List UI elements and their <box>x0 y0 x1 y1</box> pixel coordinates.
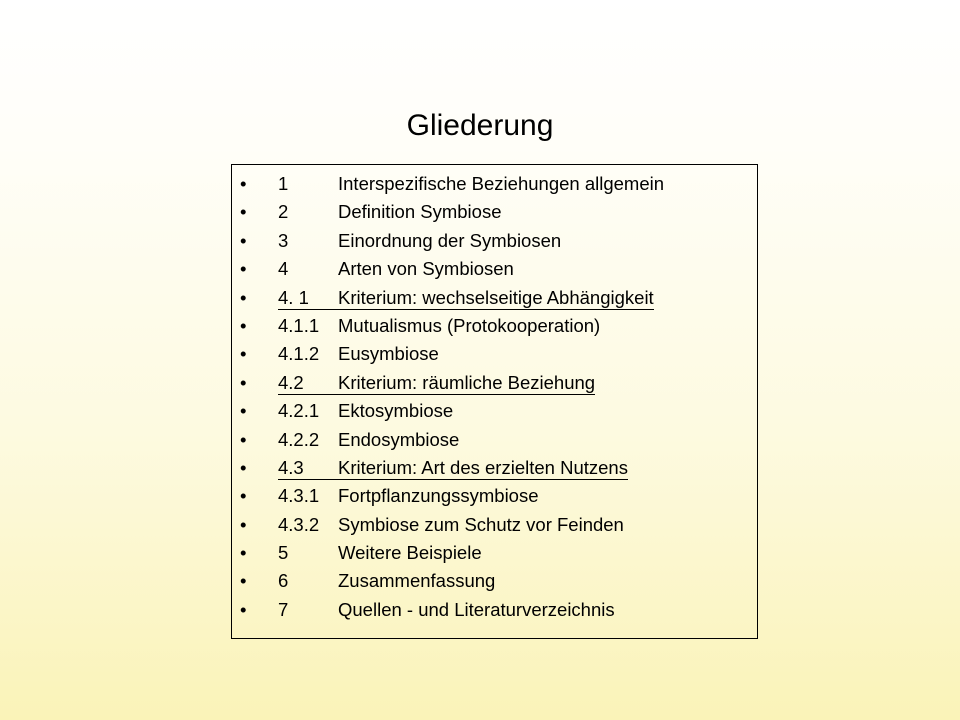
slide-title: Gliederung <box>406 109 554 142</box>
outline-item-number: 7 <box>278 598 289 620</box>
outline-item-text <box>278 541 482 565</box>
bullet-icon: • <box>240 371 247 393</box>
outline-item-label: Kriterium: wechselseitige Abhängigkeit <box>338 286 654 308</box>
outline-item-text <box>278 257 514 281</box>
outline-item-number: 4.2.2 <box>278 428 320 450</box>
outline-item-text <box>278 399 453 423</box>
outline-item-number: 2 <box>278 201 289 223</box>
outline-item-number: 4.3.2 <box>278 513 320 535</box>
outline-item-text <box>278 513 624 537</box>
bullet-icon: • <box>240 314 247 336</box>
outline-item-text <box>278 286 654 310</box>
bullet-icon: • <box>240 229 247 251</box>
outline-item-text <box>278 484 539 508</box>
outline-item-text <box>278 314 600 338</box>
outline-item-label: Definition Symbiose <box>338 201 502 223</box>
bullet-icon: • <box>240 286 247 308</box>
outline-item-number: 5 <box>278 542 289 564</box>
outline-item-number: 4.3.1 <box>278 485 320 507</box>
outline-item-label: Endosymbiose <box>338 428 460 450</box>
bullet-icon: • <box>240 570 247 592</box>
outline-item-label: Interspezifische Beziehungen allgemein <box>338 173 665 194</box>
outline-item-label: Kriterium: räumliche Beziehung <box>338 371 596 393</box>
bullet-icon: • <box>240 542 247 564</box>
outline-item-number: 4.1.1 <box>278 314 320 336</box>
outline-item-label: Arten von Symbiosen <box>338 258 514 280</box>
outline-item-label: Kriterium: Art des erzielten Nutzens <box>338 456 628 478</box>
outline-item-number: 4.2.1 <box>278 400 320 422</box>
bullet-icon: • <box>240 485 247 507</box>
bullet-icon: • <box>240 428 247 450</box>
outline-box <box>231 164 758 639</box>
outline-item-number: 4.2 <box>278 371 304 393</box>
outline-item-number: 3 <box>278 229 289 251</box>
outline-item-label: Einordnung der Symbiosen <box>338 229 562 251</box>
outline-item-text <box>278 342 439 366</box>
bullet-icon: • <box>240 456 247 478</box>
outline-item-text <box>278 172 664 196</box>
outline-item-text <box>278 200 502 224</box>
outline-item-label: Eusymbiose <box>338 343 439 365</box>
bullet-icon: • <box>240 598 247 620</box>
outline-item-text <box>278 456 628 480</box>
outline-item-text <box>278 569 495 593</box>
bullet-icon: • <box>240 343 247 365</box>
outline-item-label: Symbiose zum Schutz vor Feinden <box>338 513 624 535</box>
bullet-icon: • <box>240 201 247 223</box>
outline-item-text <box>278 229 561 253</box>
outline-item-number: 4 <box>278 258 289 280</box>
outline-item-label: Quellen - und Literaturverzeichnis <box>338 598 615 620</box>
outline-item-text <box>278 371 595 395</box>
outline-item-label: Zusammenfassung <box>338 570 496 592</box>
outline-item-number: 1 <box>278 173 289 194</box>
outline-item-label: Weitere Beispiele <box>338 542 482 564</box>
outline-item-label: Fortpflanzungssymbiose <box>338 485 539 507</box>
bullet-icon: • <box>240 400 247 422</box>
outline-item-number: 4.3 <box>278 456 304 478</box>
outline-item-number: 6 <box>278 570 289 592</box>
outline-item-label: Ektosymbiose <box>338 400 454 422</box>
outline-item-text <box>278 598 615 622</box>
outline-item-number: 4.1.2 <box>278 343 320 365</box>
outline-item-number: 4. 1 <box>278 286 309 308</box>
bullet-icon: • <box>240 513 247 535</box>
outline-item-text <box>278 428 459 452</box>
outline-item-label: Mutualismus (Protokooperation) <box>338 314 601 336</box>
bullet-icon: • <box>240 173 247 194</box>
bullet-icon: • <box>240 258 247 280</box>
